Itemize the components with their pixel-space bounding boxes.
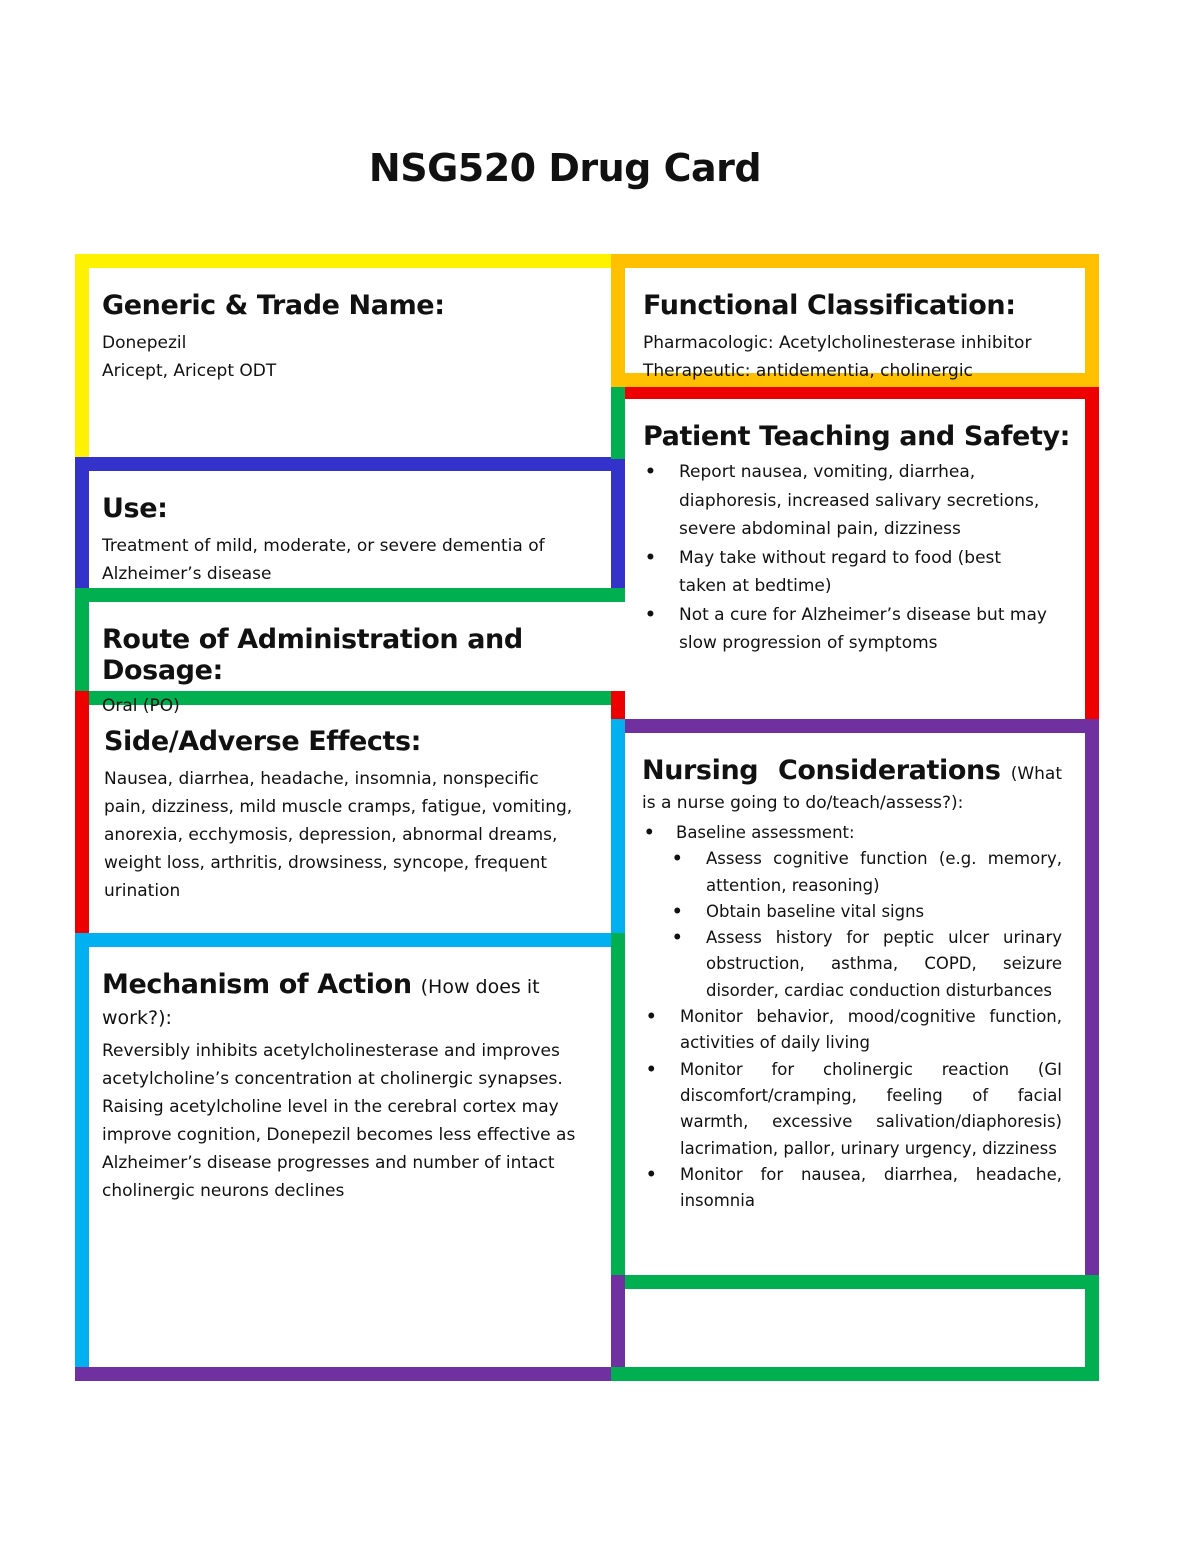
trade-names: Aricept, Aricept ODT bbox=[102, 361, 277, 382]
blue-box-right bbox=[611, 457, 625, 590]
pharmacologic-class: Pharmacologic: Acetylcholinesterase inhibitor bbox=[643, 333, 1032, 354]
side-effects-line: Nausea, diarrhea, headache, insomnia, nonspecific bbox=[104, 769, 539, 790]
cyan-right-left bbox=[611, 719, 625, 935]
nursing-subitem: • Assess history for peptic ulcer urinary obstruction, asthma, COPD, seizure disorder, cardiac conduction disturbances bbox=[642, 925, 1062, 1004]
nursing-heading: Nursing Considerations bbox=[642, 755, 1001, 786]
cyan-box-left bbox=[75, 933, 89, 1381]
red-box-left bbox=[75, 691, 89, 935]
gold-box-right bbox=[1085, 254, 1099, 387]
functional-heading: Functional Classification: bbox=[643, 290, 1016, 321]
gold-box-left bbox=[611, 254, 625, 387]
teaching-heading: Patient Teaching and Safety: bbox=[643, 421, 1071, 452]
cyan-box-top bbox=[75, 933, 625, 947]
route-section bbox=[102, 624, 607, 720]
side-effects-line: pain, dizziness, mild muscle cramps, fatigue, vomiting, bbox=[104, 797, 573, 818]
teaching-item: • Report nausea, vomiting, diarrhea, diaphoresis, increased salivary secretions, severe abdominal pain, dizziness bbox=[643, 458, 1078, 544]
green-right-left bbox=[611, 387, 625, 459]
green-box-left bbox=[75, 588, 89, 693]
blue-box-left bbox=[75, 457, 89, 590]
mechanism-line: Reversibly inhibits acetylcholinesterase and improves bbox=[102, 1041, 560, 1062]
teaching-item: • Not a cure for Alzheimer’s disease but may slow progression of symptoms bbox=[643, 601, 1078, 658]
green-bottom-box-right bbox=[1085, 1275, 1099, 1381]
page-title: NSG520 Drug Card bbox=[368, 146, 762, 190]
green-bottom-box-top bbox=[611, 1275, 1099, 1289]
route-value: Oral (PO) bbox=[102, 696, 180, 717]
green-bottom-box-bottom bbox=[611, 1367, 1099, 1381]
generic-trade-section bbox=[102, 290, 602, 385]
generic-name: Donepezil bbox=[102, 333, 187, 354]
yellow-box-left bbox=[75, 254, 89, 467]
mechanism-heading-note: (How does it work?): bbox=[102, 976, 540, 1030]
use-line: Alzheimer’s disease bbox=[102, 564, 272, 585]
teaching-item: • May take without regard to food (best taken at bedtime) bbox=[643, 544, 1078, 601]
nursing-item: • Monitor for cholinergic reaction (GI discomfort/cramping, feeling of facial warmth, excessive salivation/diaphoresis) lacrimation, pallor, urinary urgency, dizziness bbox=[642, 1057, 1062, 1162]
green-box-top bbox=[75, 588, 625, 602]
mechanism-section bbox=[102, 969, 602, 1205]
patient-teaching-section bbox=[643, 421, 1078, 658]
side-effects-section bbox=[104, 726, 604, 905]
mechanism-line: acetylcholine’s concentration at cholinergic synapses. bbox=[102, 1069, 563, 1090]
nursing-subitem: • Obtain baseline vital signs bbox=[642, 899, 1062, 925]
side-effects-heading: Side/Adverse Effects: bbox=[104, 726, 422, 757]
mechanism-line: improve cognition, Donepezil becomes less effective as bbox=[102, 1125, 576, 1146]
nursing-note: (What is a nurse going to do/teach/assess?): bbox=[642, 764, 1063, 813]
purple-right-top bbox=[611, 719, 1099, 733]
purple-box-bottom bbox=[75, 1367, 625, 1381]
purple-right-right bbox=[1085, 719, 1099, 1277]
nursing-item-baseline: • Baseline assessment: bbox=[642, 820, 1062, 846]
nursing-considerations-section bbox=[642, 756, 1062, 1214]
nursing-item: • Monitor behavior, mood/cognitive function, activities of daily living bbox=[642, 1004, 1062, 1057]
purple-center-divider bbox=[611, 1275, 625, 1381]
red-right-right bbox=[1085, 387, 1099, 721]
mechanism-line: cholinergic neurons declines bbox=[102, 1181, 345, 1202]
nursing-subitem: • Assess cognitive function (e.g. memory, attention, reasoning) bbox=[642, 846, 1062, 899]
generic-trade-heading: Generic & Trade Name: bbox=[102, 290, 445, 321]
use-line: Treatment of mild, moderate, or severe dementia of bbox=[102, 536, 545, 557]
blue-box-top bbox=[75, 457, 625, 471]
yellow-box-top bbox=[75, 254, 617, 268]
green-center-divider bbox=[611, 933, 625, 1275]
use-section bbox=[102, 493, 602, 588]
nursing-item: • Monitor for nausea, diarrhea, headache, insomnia bbox=[642, 1162, 1062, 1215]
side-effects-line: anorexia, ecchymosis, depression, abnormal dreams, bbox=[104, 825, 558, 846]
gold-box-top bbox=[611, 254, 1099, 268]
mechanism-heading: Mechanism of Action bbox=[102, 969, 412, 1000]
mechanism-line: Raising acetylcholine level in the cerebral cortex may bbox=[102, 1097, 559, 1118]
red-right-top bbox=[625, 387, 1099, 399]
therapeutic-class: Therapeutic: antidementia, cholinergic bbox=[643, 361, 973, 382]
red-box-right-stub bbox=[611, 691, 625, 719]
mechanism-line: Alzheimer’s disease progresses and number of intact bbox=[102, 1153, 555, 1174]
use-heading: Use: bbox=[102, 493, 168, 524]
route-heading: Route of Administration and Dosage: bbox=[102, 624, 523, 687]
functional-classification-section bbox=[643, 290, 1083, 385]
side-effects-line: weight loss, arthritis, drowsiness, syncope, frequent bbox=[104, 853, 548, 874]
side-effects-line: urination bbox=[104, 881, 181, 902]
